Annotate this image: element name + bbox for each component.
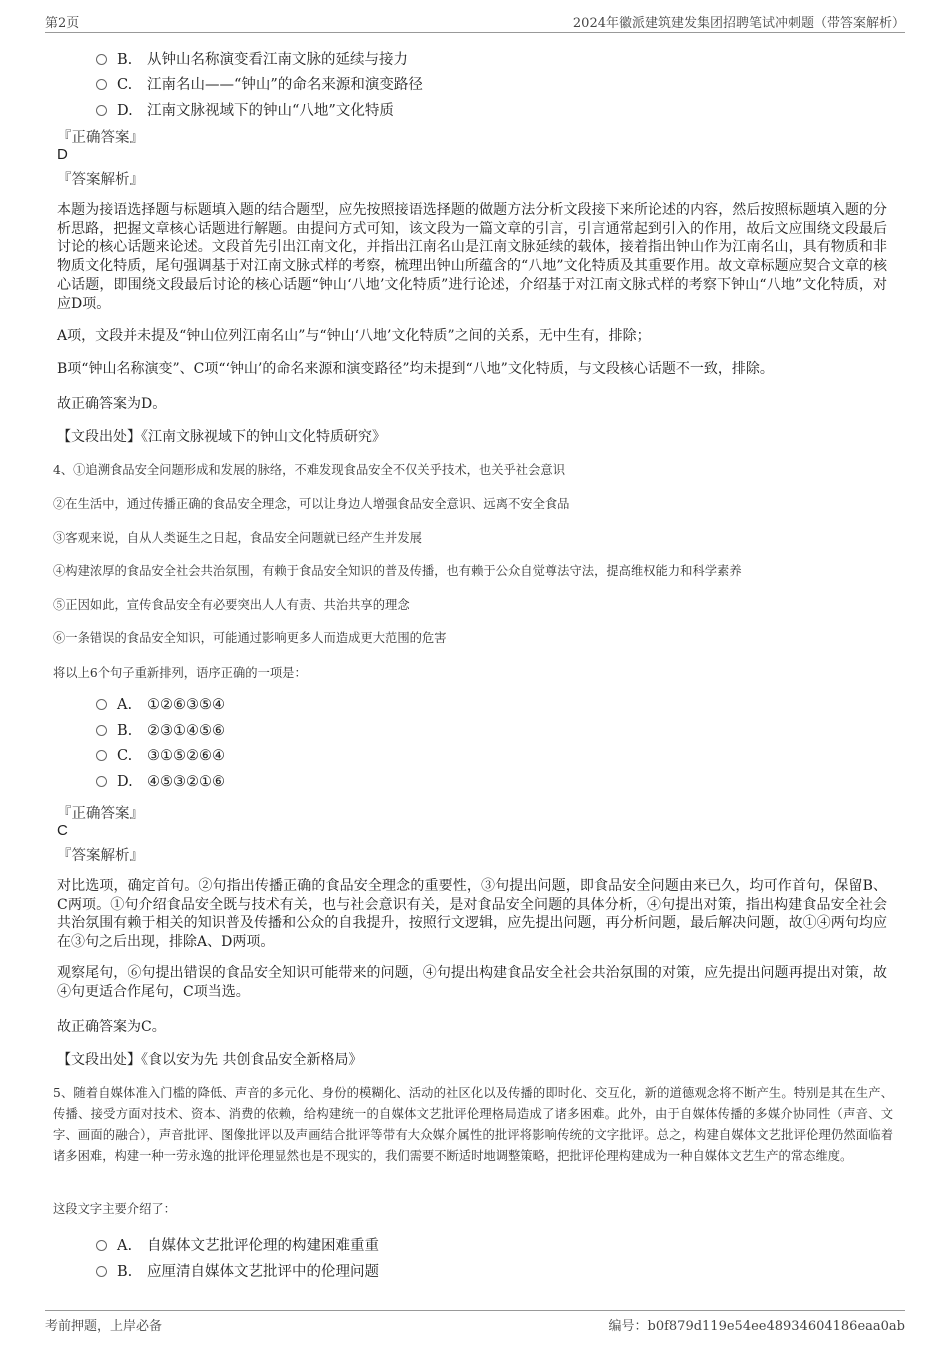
q4-option-b[interactable]: B. ②③①④⑤⑥ (96, 723, 225, 745)
radio-icon[interactable] (96, 1240, 107, 1251)
radio-icon[interactable] (96, 699, 107, 710)
q5-option-a[interactable]: A. 自媒体文艺批评伦理的构建困难重重 (96, 1234, 379, 1256)
q3-answer: D (57, 146, 68, 163)
q4-analysis-label: 『答案解析』 (57, 848, 144, 864)
q4-conclusion: 故正确答案为C。 (57, 1019, 166, 1035)
page-footer (45, 1310, 905, 1333)
q3-analysis-a: A项，文段并未提及“钟山位列江南名山”与“钟山‘八地’文化特质”之间的关系，无中生有，排除； (57, 328, 651, 344)
q3-analysis-bc: B项“钟山名称演变”、C项“‘钟山’的命名来源和演变路径”均未提到“八地”文化特质，与文段核心话题不一致，排除。 (57, 361, 774, 377)
document-id: 编号：b0f879d119e54ee48934604186eaa0ab (608, 1319, 905, 1334)
q4-option-a[interactable]: A. ①②⑥③⑤④ (96, 697, 225, 719)
radio-icon[interactable] (96, 1266, 107, 1277)
q4-sentence-5: ⑤正因如此，宣传食品安全有必要突出人人有责、共治共享的理念 (53, 598, 410, 612)
q4-sentence-3: ③客观来说，自从人类诞生之日起，食品安全问题就已经产生并发展 (53, 531, 422, 545)
q4-analysis-paragraph: 对比选项，确定首句。②句指出传播正确的食品安全理念的重要性，③句提出问题，即食品安全问题由来已久，均可作首句，保留B、C两项。①句介绍食品安全既与技术有关，也与社会意识有关，是对食品安全问题的具体分析，④句提出对策，指出构建食品安全社会共治氛围有赖于相关的知识普及传播和公众的自我提升，按照行文逻辑，应先提出问题，再分析问题，最后解决问题，故①④两句均应在③句之后出现，排除A、D两项。 (57, 878, 887, 951)
footer-slogan: 考前押题，上岸必备 (45, 1319, 163, 1334)
q4-answer-label: 『正确答案』 (57, 806, 144, 822)
q4-sentence-1: 4、①追溯食品安全问题形成和发展的脉络，不难发现食品安全不仅关乎技术，也关乎社会意识 (53, 463, 565, 477)
radio-icon[interactable] (96, 79, 107, 90)
q3-answer-label: 『正确答案』 (57, 130, 144, 146)
q5-question: 这段文字主要介绍了： (53, 1202, 176, 1216)
q4-sentence-4: ④构建浓厚的食品安全社会共治氛围，有赖于食品安全知识的普及传播，也有赖于公众自觉尊法守法，提高维权能力和科学素养 (53, 564, 742, 578)
q4-source: 【文段出处】《食以安为先 共创食品安全新格局》 (57, 1052, 363, 1068)
radio-icon[interactable] (96, 105, 107, 116)
q4-sentence-2: ②在生活中，通过传播正确的食品安全理念，可以让身边人增强食品安全意识、远离不安全食品 (53, 497, 570, 511)
q5-passage: 5、随着自媒体准入门槛的降低、声音的多元化、身份的模糊化、活动的社区化以及传播的即时化、交互化，新的道德观念将不断产生。特别是其在生产、传播、接受方面对技术、资本、消费的依赖，给构建统一的自媒体文艺批评伦理格局造成了诸多困难。此外，由于自媒体传播的多媒介协同性（声音、文字、画面的融合），声音批评、图像批评以及声画结合批评等带有大众媒介属性的批评将影响传统的文字批评。总之，构建自媒体文艺批评伦理仍然面临着诸多困难，构建一种一劳永逸的批评伦理显然也是不现实的，我们需要不断适时地调整策略，把批评伦理构建成为一种自媒体文艺生产的常态维度。 (53, 1086, 893, 1163)
page-header (45, 10, 905, 33)
q3-conclusion: 故正确答案为D。 (57, 396, 167, 412)
q4-analysis-ending: 观察尾句，⑥句提出错误的食品安全知识可能带来的问题，④句提出构建食品安全社会共治氛围的对策，应先提出问题再提出对策，故④句更适合作尾句，C项当选。 (57, 965, 887, 1000)
q3-option-b[interactable]: B. 从钟山名称演变看江南文脉的延续与接力 (96, 48, 408, 70)
q4-question: 将以上6个句子重新排列，语序正确的一项是： (53, 666, 307, 680)
q3-option-c[interactable]: C. 江南名山——“钟山”的命名来源和演变路径 (96, 73, 423, 95)
page-number: 第2页 (45, 16, 80, 31)
q3-option-d[interactable]: D. 江南文脉视域下的钟山“八地”文化特质 (96, 99, 394, 121)
q4-answer: C (57, 822, 68, 839)
radio-icon[interactable] (96, 54, 107, 65)
radio-icon[interactable] (96, 725, 107, 736)
q3-source: 【文段出处】《江南文脉视域下的钟山文化特质研究》 (57, 429, 386, 445)
q4-sentence-6: ⑥一条错误的食品安全知识，可能通过影响更多人而造成更大范围的危害 (53, 631, 447, 645)
q4-option-c[interactable]: C. ③①⑤②⑥④ (96, 748, 225, 770)
q3-analysis-label: 『答案解析』 (57, 172, 144, 188)
q5-option-b[interactable]: B. 应厘清自媒体文艺批评中的伦理问题 (96, 1260, 379, 1282)
radio-icon[interactable] (96, 750, 107, 761)
q4-option-d[interactable]: D. ④⑤③②①⑥ (96, 774, 225, 796)
q3-analysis-paragraph: 本题为接语选择题与标题填入题的结合题型，应先按照接语选择题的做题方法分析文段接下来所论述的内容，然后按照标题填入题的分析思路，把握文章核心话题进行解题。由提问方式可知，该文段为一篇文章的引言，引言通常起到引入的作用，故后文应围绕文段最后讨论的核心话题来论述。文段首先引出江南文化，并指出江南名山是江南文脉延续的载体，接着指出钟山作为江南名山，具有物质和非物质文化特质，尾句强调基于对江南文脉式样的考察，梳理出钟山所蕴含的“八地”文化特质及其重要作用。故文章标题应契合文章的核心话题，即围绕文段最后讨论的核心话题“钟山‘八地’文化特质”进行论述，介绍基于对江南文脉式样的考察下钟山“八地”文化特质，对应D项。 (57, 202, 887, 312)
document-title: 2024年徽派建筑建发集团招聘笔试冲刺题（带答案解析） (572, 16, 905, 31)
radio-icon[interactable] (96, 776, 107, 787)
